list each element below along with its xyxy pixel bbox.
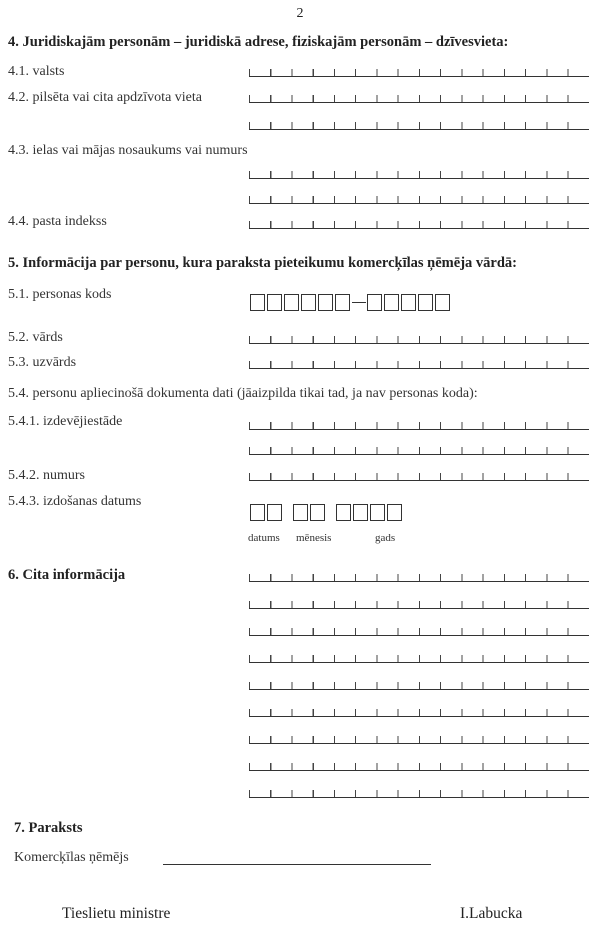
first-name-label: 5.2. vārds [8,330,63,345]
day-caption: datums [248,532,280,544]
city-field-line-2[interactable] [249,121,589,130]
section-7-heading: 7. Paraksts [14,820,83,836]
street-label: 4.3. ielas vai mājas nosaukums vai numurs [8,143,248,158]
code-box[interactable] [250,294,265,311]
year-caption: gads [375,532,396,544]
signer-label: Komercķīlas ņēmējs [14,850,129,865]
country-field[interactable] [249,68,589,77]
month-box[interactable] [310,504,325,521]
signature-line[interactable] [163,864,431,865]
personal-code-label: 5.1. personas kods [8,287,112,302]
code-box[interactable] [367,294,382,311]
code-box[interactable] [301,294,316,311]
other-info-line-1[interactable] [249,573,589,582]
section-5-heading: 5. Informācija par personu, kura paraksta pieteikumu komercķīlas ņēmēja vārdā: [8,255,517,271]
issuer-field-line-2[interactable] [249,446,589,455]
code-box[interactable] [284,294,299,311]
year-box[interactable] [387,504,402,521]
postal-code-label: 4.4. pasta indekss [8,214,107,229]
city-field-line-1[interactable] [249,94,589,103]
page-number: 2 [296,6,304,21]
other-info-line-4[interactable] [249,654,589,663]
year-box[interactable] [353,504,368,521]
country-label: 4.1. valsts [8,64,65,79]
code-box[interactable] [401,294,416,311]
code-separator [352,302,366,304]
other-info-line-8[interactable] [249,762,589,771]
other-info-line-6[interactable] [249,708,589,717]
other-info-line-5[interactable] [249,681,589,690]
city-label: 4.2. pilsēta vai cita apdzīvota vieta [8,90,202,105]
code-box[interactable] [267,294,282,311]
document-number-field[interactable] [249,472,589,481]
personal-code-boxes[interactable] [250,294,452,311]
minister-name: I.Labucka [460,905,523,922]
postal-code-field[interactable] [249,220,589,229]
street-field-line-1[interactable] [249,170,589,179]
year-box[interactable] [336,504,351,521]
other-info-line-7[interactable] [249,735,589,744]
section-6-heading: 6. Cita informācija [8,567,126,583]
first-name-field[interactable] [249,335,589,344]
minister-title: Tieslietu ministre [62,905,171,922]
issuer-field-line-1[interactable] [249,421,589,430]
document-number-label: 5.4.2. numurs [8,468,85,483]
surname-label: 5.3. uzvārds [8,355,77,370]
day-box[interactable] [250,504,265,521]
code-box[interactable] [384,294,399,311]
day-box[interactable] [267,504,282,521]
issue-date-boxes[interactable] [250,504,404,521]
code-box[interactable] [418,294,433,311]
other-info-line-9[interactable] [249,789,589,798]
other-info-line-3[interactable] [249,627,589,636]
code-box[interactable] [318,294,333,311]
code-box[interactable] [435,294,450,311]
street-field-line-2[interactable] [249,195,589,204]
section-4-heading: 4. Juridiskajām personām – juridiskā adrese, fiziskajām personām – dzīvesvieta: [8,34,509,50]
month-caption: mēnesis [296,532,332,544]
other-info-line-2[interactable] [249,600,589,609]
issue-date-label: 5.4.3. izdošanas datums [8,494,142,509]
month-box[interactable] [293,504,308,521]
surname-field[interactable] [249,360,589,369]
code-box[interactable] [335,294,350,311]
issuer-label: 5.4.1. izdevējiestāde [8,414,123,429]
year-box[interactable] [370,504,385,521]
id-document-label: 5.4. personu apliecinošā dokumenta dati (jāaizpilda tikai tad, ja nav personas koda): [8,386,478,401]
